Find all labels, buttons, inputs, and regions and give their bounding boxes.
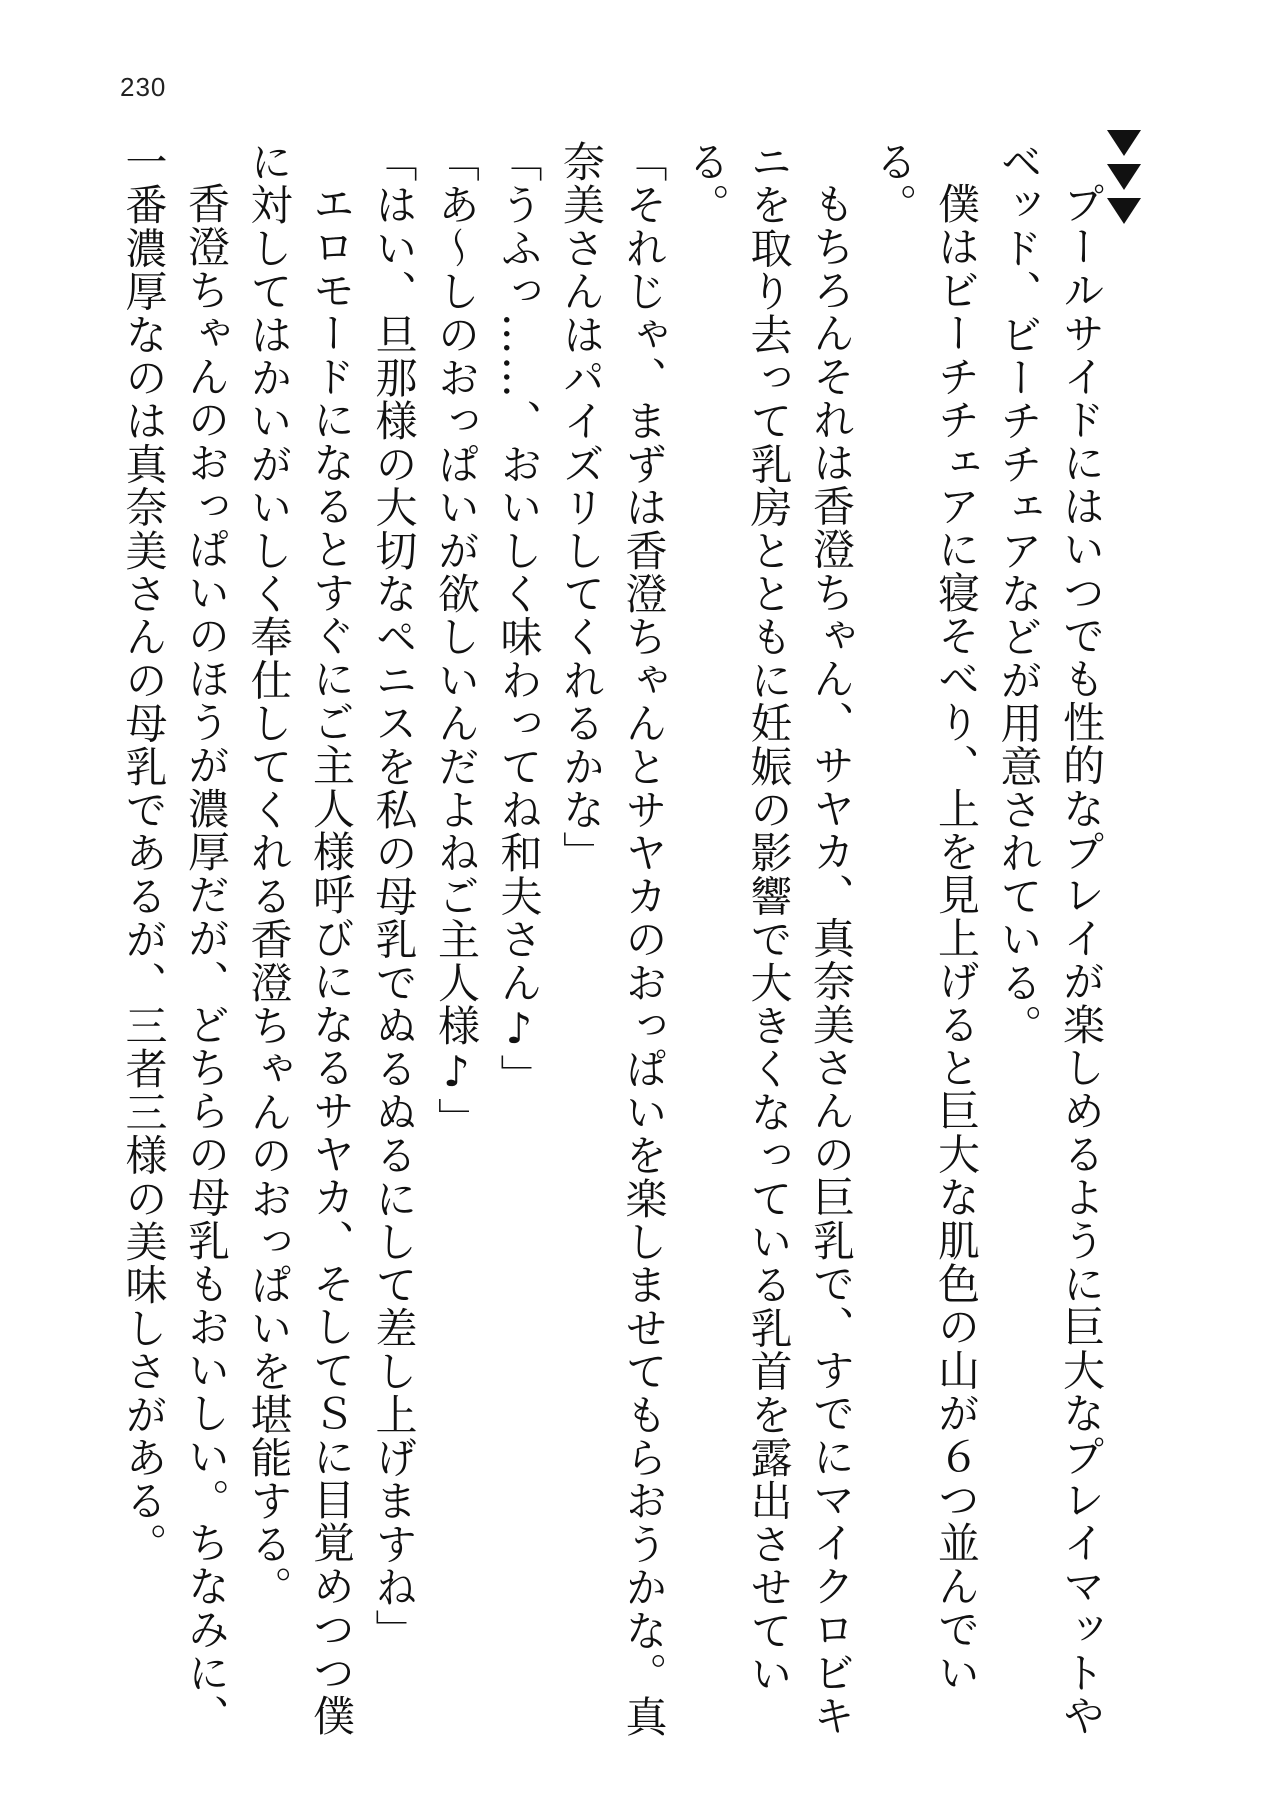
body-text xyxy=(112,140,1112,1760)
down-triangle-icon xyxy=(1107,130,1141,156)
dialogue-line: 「あ〜しのおっぱいが欲しいんだよねご主人様♪」 xyxy=(432,140,481,1141)
page-number: 230 xyxy=(120,72,167,102)
paragraph: 香澄ちゃんのおっぱいのほうが濃厚だが、どちらの母乳もおいしい。ちなみに、一番濃厚なのは真奈美さんの母乳であるが、三者三様の美味しさがある。 xyxy=(119,140,231,1738)
paragraph: 僕はビーチチェアに寝そべり、上を見上げると巨大な肌色の山が６つ並んでいる。 xyxy=(869,140,981,1694)
paragraph: もちろんそれは香澄ちゃん、サヤカ、真奈美さんの巨乳で、すでにマイクロビキニを取り去って乳房とともに妊娠の影響で大きくなっている乳首を露出させている。 xyxy=(682,140,856,1738)
paragraph: エロモードになるとすぐにご主人様呼びになるサヤカ、そしてＳに目覚めつつ僕に対してはかいがいしく奉仕してくれる香澄ちゃんのおっぱいを堪能する。 xyxy=(244,140,356,1738)
down-triangle-icon xyxy=(1107,198,1141,224)
dialogue-line: 「それじゃ、まずは香澄ちゃんとサヤカのおっぱいを楽しませてもらおうかな。真奈美さんはパイズリしてくれるかな」 xyxy=(557,140,669,1739)
dialogue-line: 「うふっ……、おいしく味わってね和夫さん♪」 xyxy=(494,140,544,1098)
down-triangle-icon xyxy=(1107,164,1141,190)
dialogue-line: 「はい、旦那様の大切なペニスを私の母乳でぬるぬるにして差し上げますね」 xyxy=(369,140,419,1652)
paragraph: プールサイドにはいつでも性的なプレイが楽しめるように巨大なプレイマットやベッド、ビーチチェアなどが用意されている。 xyxy=(994,140,1106,1738)
